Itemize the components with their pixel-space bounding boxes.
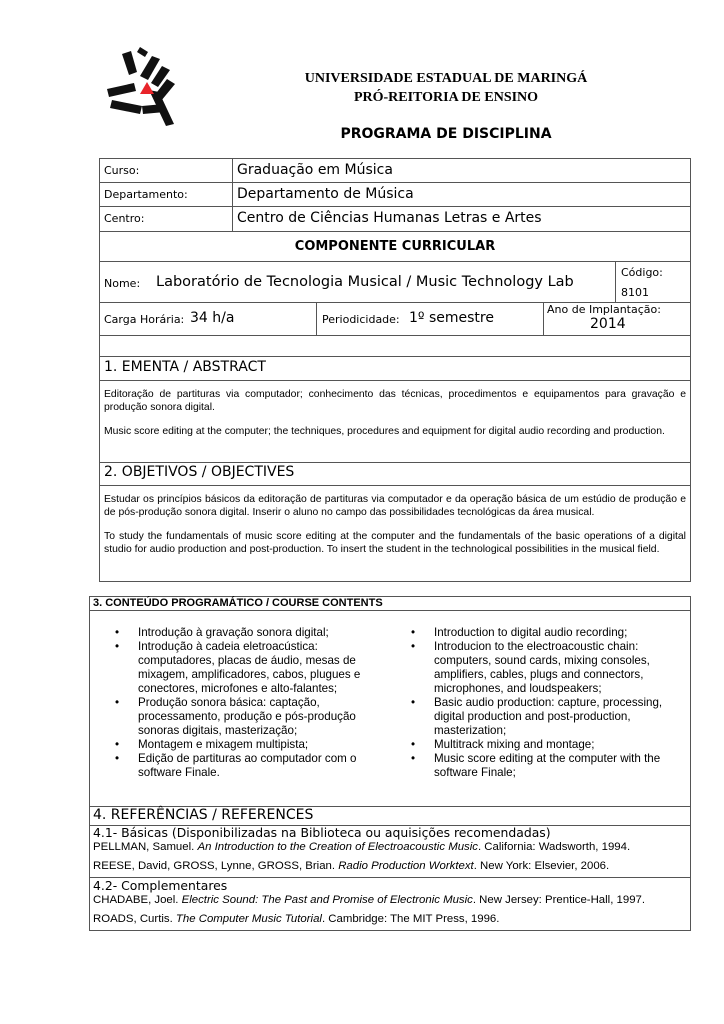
ementa-pt: Editoração de partituras via computador; conhecimento das técnicas, procedimentos e equipamentos para gravação e produção sonora digital. [104, 389, 686, 413]
list-item: • Edição de partituras ao computador com o software Finale. [115, 752, 377, 780]
doc-title: PROGRAMA DE DISCIPLINA [340, 126, 552, 142]
basicas-title: 4.1- Básicas (Disponibilizadas na Biblioteca ou aquisições recomendadas) [93, 825, 551, 840]
list-item: • Introdução à gravação sonora digital; [115, 626, 377, 640]
list-item: • Produção sonora básica: captação, processamento, produção e pós-produção sonoras digitais, masterização; [115, 696, 377, 738]
conteudo-pt-list [115, 626, 377, 780]
list-item: • Introduction to digital audio recording; [411, 626, 681, 640]
list-item: • Introducion to the electroacoustic chain: computers, sound cards, mixing consoles, amplifiers, cables, plugs and connectors, microphones, and loudspeakers; [411, 640, 681, 696]
curso-value: Graduação em Música [237, 162, 393, 178]
component-heading: COMPONENTE CURRICULAR [294, 239, 496, 254]
nome-value: Laboratório de Tecnologia Musical / Music Technology Lab [156, 274, 574, 290]
objetivos-pt: Estudar os princípios básicos da editoração de partituras via computador e da operação básica de um estúdio de produção e de pós-produção sonora digital. Inserir o aluno no campo das possibilidades tecnológicas da área musical. [104, 494, 686, 518]
ano-value: 2014 [590, 316, 626, 332]
centro-value: Centro de Ciências Humanas Letras e Artes [237, 210, 542, 226]
departamento-label: Departamento: [104, 188, 188, 201]
ementa-title: 1. EMENTA / ABSTRACT [104, 359, 266, 375]
reference-item: ROADS, Curtis. The Computer Music Tutorial. Cambridge: The MIT Press, 1996. [93, 913, 500, 925]
objetivos-en: To study the fundamentals of music score editing at the computer and the fundamentals of the basic operations of a digital studio for audio production and post-production. To insert the student in the technological possibilities in the musical field. [104, 531, 686, 555]
departamento-value: Departamento de Música [237, 186, 414, 202]
list-item: • Multitrack mixing and montage; [411, 738, 681, 752]
complementares-title: 4.2- Complementares [93, 878, 228, 893]
ementa-en: Music score editing at the computer; the techniques, procedures and equipment for digital audio recording and production. [104, 426, 665, 437]
list-item: • Introdução à cadeia eletroacústica: computadores, placas de áudio, mesas de mixagem, amplificadores, cabos, plugues e conectores, microfones e alto-falantes; [115, 640, 377, 696]
list-item: • Montagem e mixagem multipista; [115, 738, 377, 752]
curso-label: Curso: [104, 164, 140, 177]
nome-label: Nome: [104, 277, 141, 290]
ano-label: Ano de Implantação: [547, 303, 661, 316]
referencias-title: 4. REFERÊNCIAS / REFERENCES [93, 807, 314, 823]
conteudo-en-list [411, 626, 681, 780]
reference-item: PELLMAN, Samuel. An Introduction to the Creation of Electroacoustic Music. California: Wadsworth, 1994. [93, 841, 631, 853]
codigo-label: Código: [621, 266, 663, 279]
university-name: UNIVERSIDADE ESTADUAL DE MARINGÁ [304, 71, 588, 86]
reference-item: REESE, David, GROSS, Lynne, GROSS, Brian. Radio Production Worktext. New York: Elsevier, 2006. [93, 860, 610, 872]
university-logo [104, 46, 182, 128]
reference-item: CHADABE, Joel. Electric Sound: The Past and Promise of Electronic Music. New Jersey: Prentice-Hall, 1997. [93, 894, 646, 906]
codigo-value: 8101 [621, 286, 649, 299]
centro-label: Centro: [104, 212, 145, 225]
carga-label: Carga Horária: [104, 313, 185, 326]
list-item: • Basic audio production: capture, processing, digital production and post-production, masterization; [411, 696, 681, 738]
objetivos-title: 2. OBJETIVOS / OBJECTIVES [104, 464, 295, 480]
list-item: • Music score editing at the computer with the software Finale; [411, 752, 681, 780]
periodicidade-value: 1º semestre [409, 310, 494, 326]
periodicidade-label: Periodicidade: [322, 313, 400, 326]
conteudo-title: 3. CONTEÚDO PROGRAMÁTICO / COURSE CONTENTS [93, 597, 383, 609]
carga-value: 34 h/a [190, 310, 235, 326]
office-name: PRÓ-REITORIA DE ENSINO [353, 90, 539, 105]
